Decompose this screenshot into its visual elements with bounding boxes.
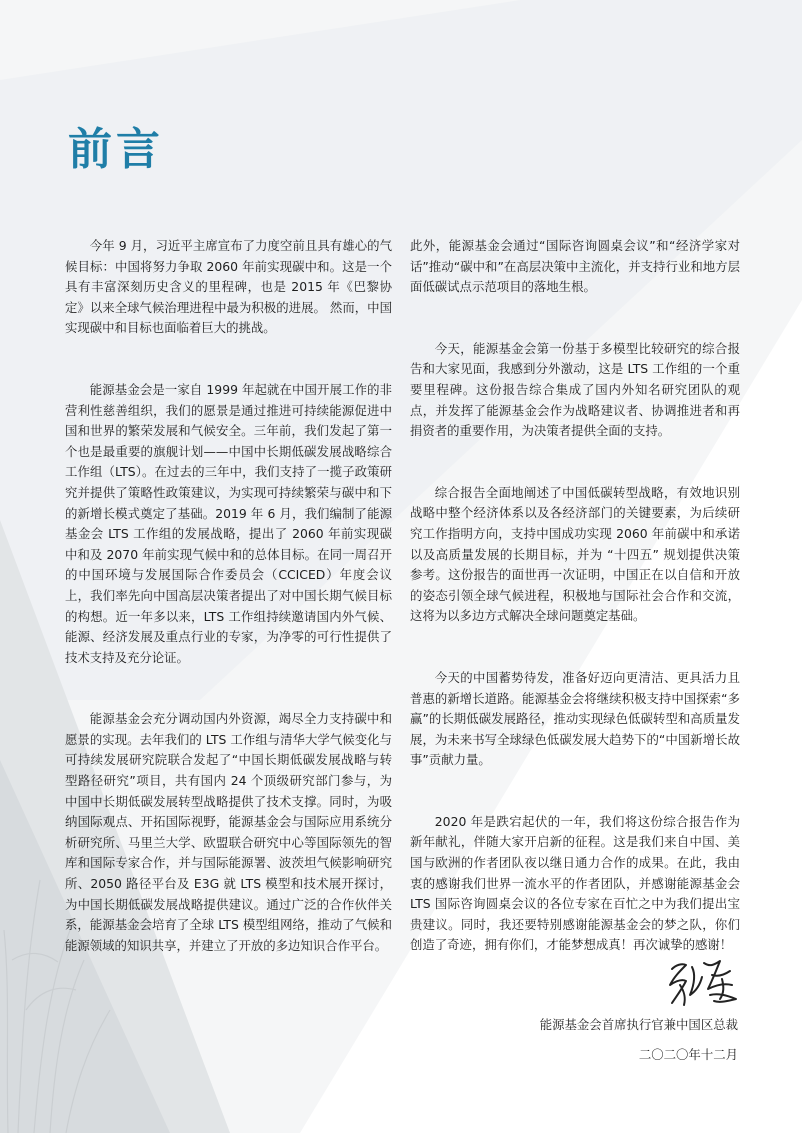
paragraph: 今年 9 月，习近平主席宣布了力度空前且具有雄心的气候目标：中国将努力争取 2060 年前实现碳中和。这是一个具有丰富深刻历史含义的里程碑，也是 2015 年《巴黎协定》以来全球气候治理进程中最为积极的进展。 然而，中国实现碳中和目标也面临着巨大的挑战。 — [65, 238, 392, 336]
signature-title: 能源基金会首席执行官兼中国区总裁 — [539, 1017, 738, 1032]
paragraph: 今天，能源基金会第一份基于多模型比较研究的综合报告和大家见面，我感到分外激动，这是 LTS 工作组的一个重要里程碑。这份报告综合集成了国内外知名研究团队的观点，并发挥了能源基金会作为战略建议者、协调推进者和再捐资者的重要作用，为决策者提供全面的支持。 — [410, 340, 740, 439]
paragraph: 今天的中国蓄势待发，准备好迈向更清洁、更具活力且普惠的新增长道路。能源基金会将继续积极支持中国探索“多赢”的长期低碳发展路径，推动实现绿色低碳转型和高质量发展，为未来书写全球绿色低碳发展大趋势下的“中国新增长故事”贡献力量。 — [410, 669, 740, 768]
paragraph: 能源基金会充分调动国内外资源，竭尽全力支持碳中和愿景的实现。去年我们的 LTS 工作组与清华大学气候变化与可持续发展研究院联合发起了“中国长期低碳发展战略与转型路径研究”项目，共有国内 24 个顶级研究部门参与，为中国中长期低碳发展转型战略提供了技术支撑。同时，为吸纳国际观点、开拓国际视野，能源基金会与国际应用系统分析研究所、马里兰大学、欧盟联合研究中心等国际领先的智库和国际专家合作，并与国际能源署、波茨坦气候影响研究所、2050 路径平台及 E3G 就 LTS 模型和技术展开探讨，为中国长期低碳发展战略提供建议。通过广泛的合作伙伴关系，能源基金会培育了全球 LTS 模型组网络，推动了气候和能源领域的知识共享，并建立了开放的多边知识合作平台。 — [65, 711, 392, 953]
right-column — [410, 236, 740, 997]
paragraph: 综合报告全面地阐述了中国低碳转型战略，有效地识别战略中整个经济体系以及各经济部门的关键要素，为后续研究工作指明方向，支持中国成功实现 2060 年前碳中和承诺以及高质量发展的长期目标，并为 “十四五” 规划提供决策参考。这份报告的面世再一次证明，中国正在以自信和开放的姿态引领全球气候进程，积极地与国际社会合作和交流，这将为以多边方式解决全球问题奠定基础。 — [410, 484, 740, 624]
paragraph: 能源基金会是一家自 1999 年起就在中国开展工作的非营利性慈善组织，我们的愿景是通过推进可持续能源促进中国和世界的繁荣发展和气候安全。三年前，我们发起了第一个也是最重要的旗舰计划——中国中长期低碳发展战略综合工作组（LTS）。在过去的三年中，我们支持了一揽子政策研究并提供了策略性政策建议，为实现可持续繁荣与碳中和下的新增长模式奠定了基础。2019 年 6 月，我们编制了能源基金会 LTS 工作组的发展战略，提出了 2060 年前实现碳中和及 2070 年前实现气候中和的总体目标。在同一周召开的中国环境与发展国际合作委员会（CCICED）年度会议上，我们率先向中国高层决策者提出了对中国长期气候目标的构想。近一年多以来，LTS 工作组持续邀请国内外气候、能源、经济发展及重点行业的专家，为净零的可行性提供了技术支持及充分论证。 — [65, 381, 392, 665]
signature-date: 二〇二〇年十二月 — [638, 1047, 738, 1062]
left-column — [65, 236, 392, 997]
page-title: 前言 — [68, 124, 164, 175]
handwritten-signature — [662, 955, 742, 1009]
paragraph: 2020 年是跌宕起伏的一年，我们将这份综合报告作为新年献礼，伴随大家开启新的征程。这是我们来自中国、美国与欧洲的作者团队夜以继日通力合作的成果。在此，我由衷的感谢我们世界一流水平的作者团队，并感谢能源基金会 LTS 国际咨询圆桌会议的各位专家在百忙之中为我们提出宝贵建议。同时，我还要特别感谢能源基金会的梦之队，你们创造了奇迹，拥有你们，才能梦想成真！再次诚挚的感谢！ — [410, 813, 740, 953]
paragraph: 此外，能源基金会通过“国际咨询圆桌会议”和“经济学家对话”推动“碳中和”在高层决策中主流化，并支持行业和地方层面低碳试点示范项目的落地生根。 — [410, 238, 740, 295]
